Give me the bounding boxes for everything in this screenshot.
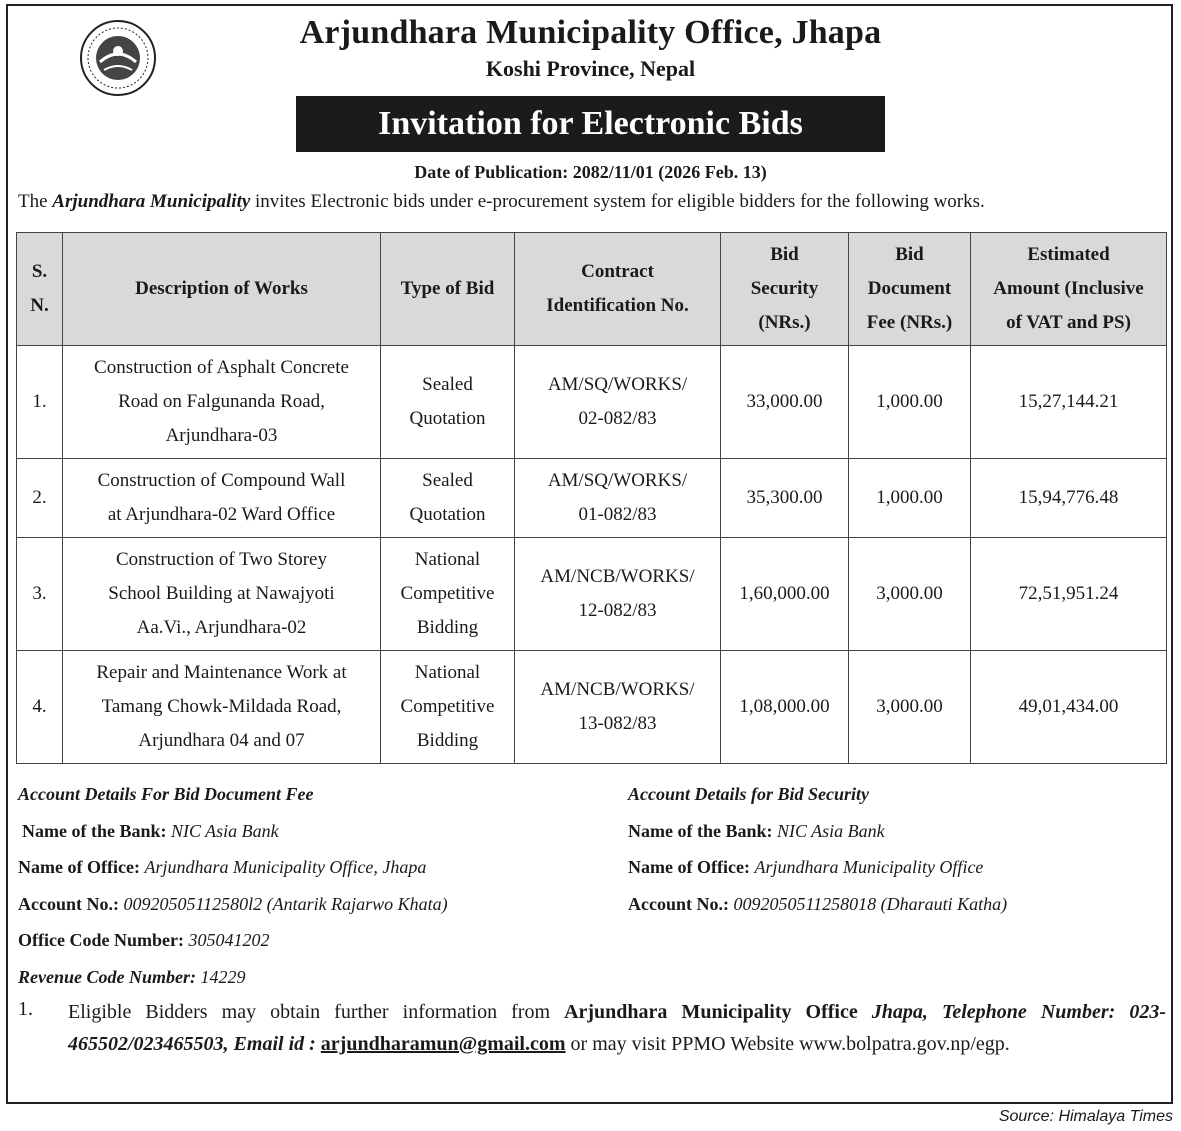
account-security-heading: Account Details for Bid Security	[628, 784, 870, 804]
header-estimate: Estimated Amount (Inclusive of VAT and PS)	[971, 233, 1167, 346]
cell-security: 33,000.00	[721, 346, 849, 459]
cell-description: Construction of Asphalt Concrete Road on Falgunanda Road, Arjundhara-03	[63, 346, 381, 459]
cell-description: Construction of Compound Wall at Arjundhara-02 Ward Office	[63, 459, 381, 538]
cell-contract: AM/SQ/WORKS/ 02-082/83	[515, 346, 721, 459]
header-fee: Bid Document Fee (NRs.)	[849, 233, 971, 346]
account-fee-heading: Account Details For Bid Document Fee	[18, 784, 314, 804]
cell-type: Sealed Quotation	[381, 459, 515, 538]
cell-sn: 2.	[17, 459, 63, 538]
cell-estimate: 49,01,434.00	[971, 651, 1167, 764]
account-fee-revenue-code: Revenue Code Number: 14229	[18, 966, 246, 987]
cell-contract: AM/NCB/WORKS/ 13-082/83	[515, 651, 721, 764]
cell-fee: 1,000.00	[849, 459, 971, 538]
cell-estimate: 72,51,951.24	[971, 538, 1167, 651]
cell-contract: AM/NCB/WORKS/ 12-082/83	[515, 538, 721, 651]
intro-org: Arjundhara Municipality	[52, 191, 251, 212]
cell-fee: 1,000.00	[849, 346, 971, 459]
cell-estimate: 15,27,144.21	[971, 346, 1167, 459]
cell-sn: 1.	[17, 346, 63, 459]
intro-suffix: invites Electronic bids under e-procurement system for eligible bidders for the following works.	[250, 191, 985, 212]
header-type: Type of Bid	[381, 233, 515, 346]
table-row	[17, 459, 1167, 538]
source-credit: Source: Himalaya Times	[998, 1108, 1173, 1125]
province-subtitle: Koshi Province, Nepal	[485, 56, 696, 81]
header-description: Description of Works	[63, 233, 381, 346]
account-fee-office-code: Office Code Number: 305041202	[18, 930, 270, 950]
publication-date: Date of Publication: 2082/11/01 (2026 Feb. 13)	[414, 162, 767, 182]
intro-prefix: The	[18, 191, 53, 212]
intro-text	[18, 191, 1168, 213]
cell-fee: 3,000.00	[849, 651, 971, 764]
note-text: Eligible Bidders may obtain further information from Arjundhara Municipality Office Jhapa, Telephone Number: 023-465502/023465503, Email id : arjundharamun@gmail.com or may visit PPMO Website www.bolpatra.gov.np/egp.	[68, 1001, 1167, 1055]
cell-security: 1,60,000.00	[721, 538, 849, 651]
cell-contract: AM/SQ/WORKS/ 01-082/83	[515, 459, 721, 538]
account-security-office: Name of Office: Arjundhara Municipality Office	[628, 857, 984, 877]
bids-table	[16, 232, 1167, 764]
account-fee-number: Account No.: 00920505112580l2 (Antarik Rajarwo Khata)	[18, 893, 448, 914]
cell-type: National Competitive Bidding	[381, 651, 515, 764]
cell-security: 1,08,000.00	[721, 651, 849, 764]
table-header-row	[17, 233, 1167, 346]
header-security: Bid Security (NRs.)	[721, 233, 849, 346]
account-fee-office: Name of Office: Arjundhara Municipality Office, Jhapa	[18, 857, 427, 877]
cell-sn: 3.	[17, 538, 63, 651]
account-security-number: Account No.: 0092050511258018 (Dharauti Katha)	[628, 893, 1008, 914]
table-row	[17, 346, 1167, 459]
email-link[interactable]: arjundharamun@gmail.com	[320, 1032, 566, 1055]
cell-type: National Competitive Bidding	[381, 538, 515, 651]
table-row	[17, 538, 1167, 651]
cell-security: 35,300.00	[721, 459, 849, 538]
account-security-bank: Name of the Bank: NIC Asia Bank	[628, 820, 885, 841]
cell-fee: 3,000.00	[849, 538, 971, 651]
cell-sn: 4.	[17, 651, 63, 764]
office-title: Arjundhara Municipality Office, Jhapa	[299, 14, 882, 51]
table-row	[17, 651, 1167, 764]
account-fee-bank: Name of the Bank: NIC Asia Bank	[22, 820, 279, 841]
header-sn: S. N.	[17, 233, 63, 346]
header-contract: Contract Identification No.	[515, 233, 721, 346]
cell-type: Sealed Quotation	[381, 346, 515, 459]
cell-description: Construction of Two Storey School Building at Nawajyoti Aa.Vi., Arjundhara-02	[63, 538, 381, 651]
account-security-section	[628, 776, 1007, 922]
cell-estimate: 15,94,776.48	[971, 459, 1167, 538]
note-number: 1.	[18, 998, 33, 1020]
notice-banner: Invitation for Electronic Bids	[296, 96, 885, 152]
account-fee-section	[18, 776, 448, 995]
cell-description: Repair and Maintenance Work at Tamang Chowk-Mildada Road, Arjundhara 04 and 07	[63, 651, 381, 764]
